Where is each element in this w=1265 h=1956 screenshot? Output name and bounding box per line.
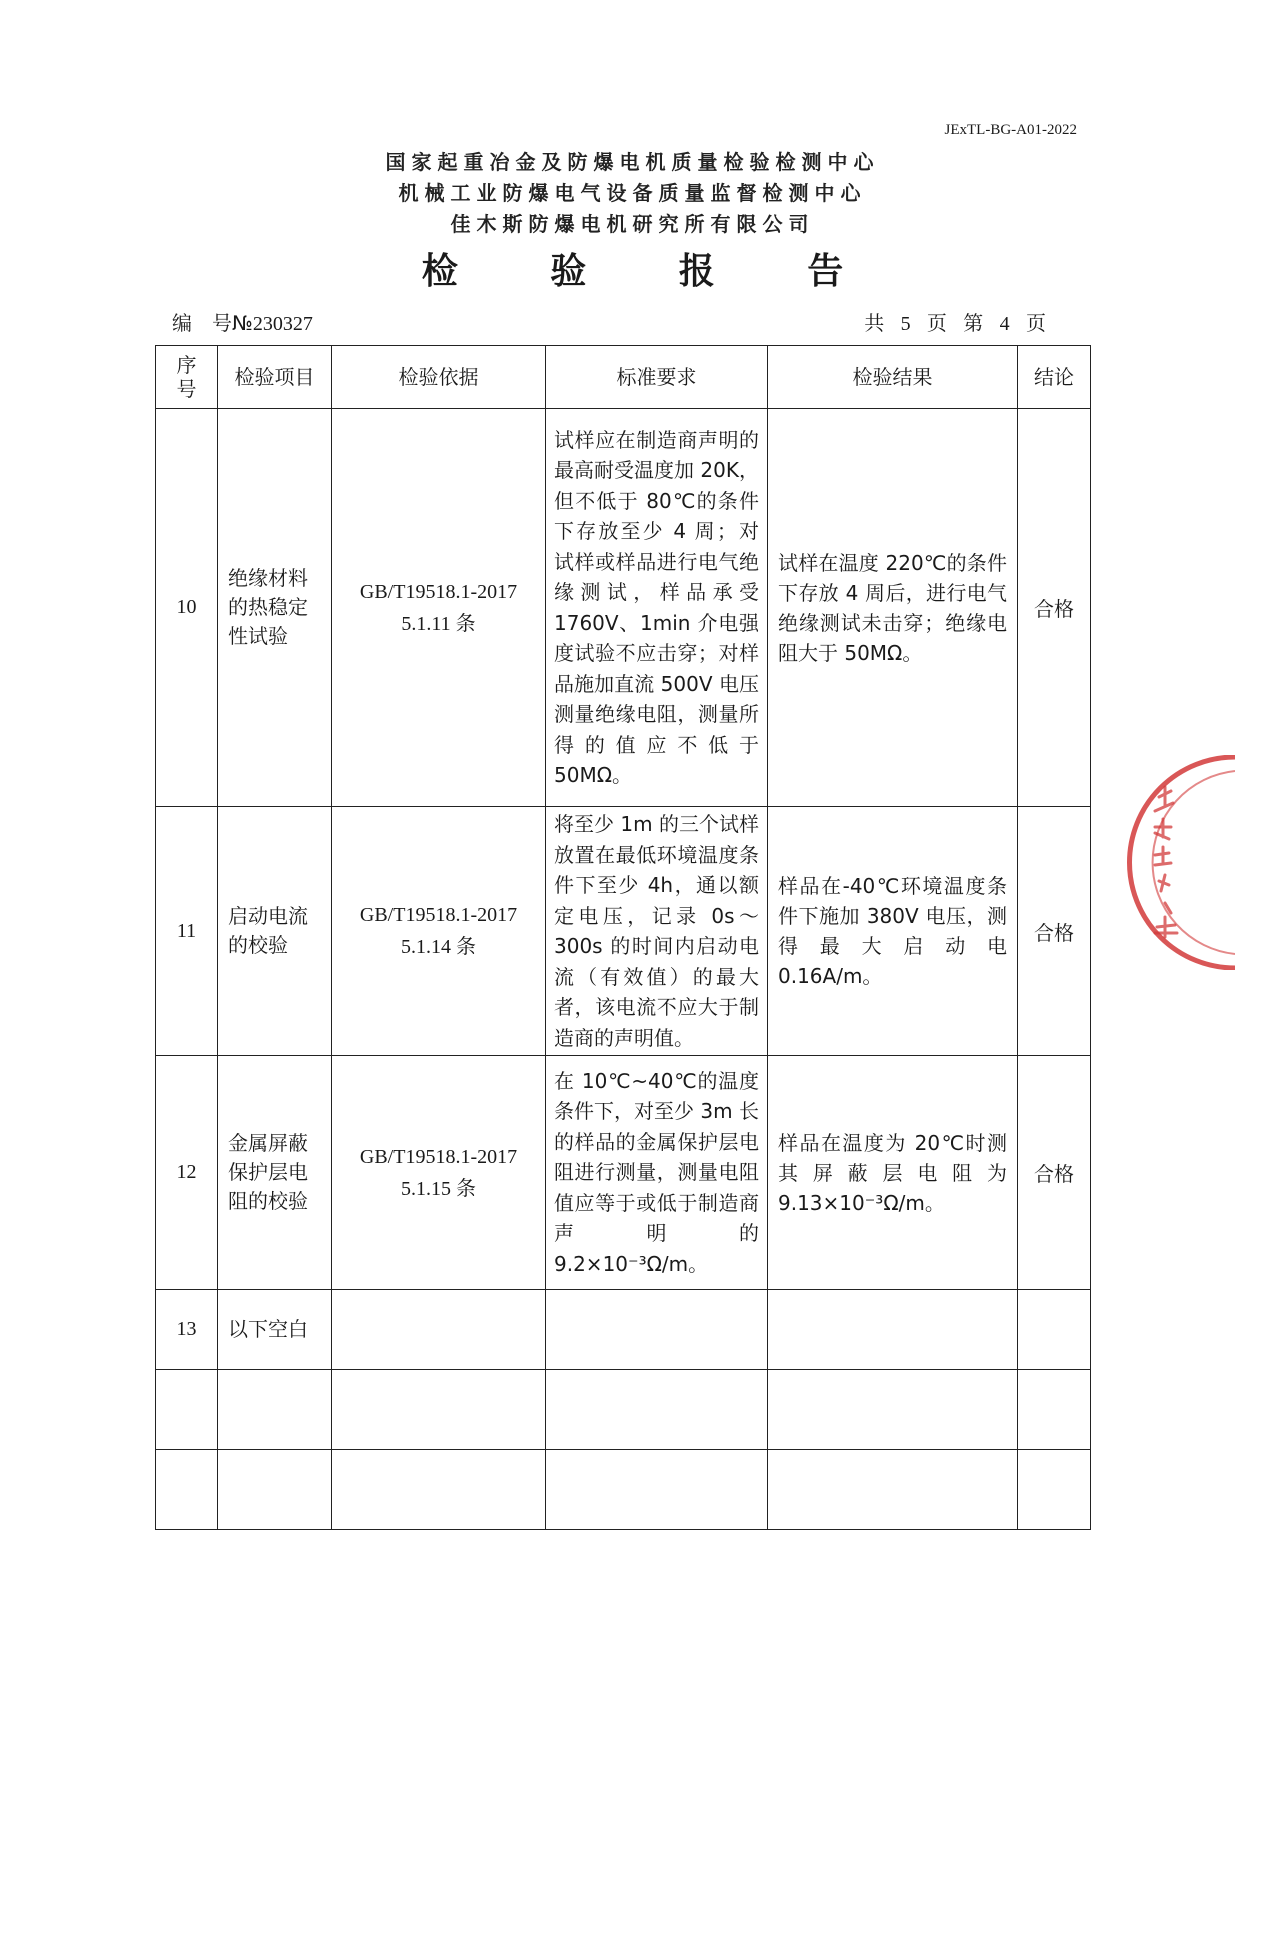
row-seq: 13 — [156, 1290, 218, 1370]
row-result: 试样在温度 220℃的条件下存放 4 周后，进行电气绝缘测试未击穿；绝缘电阻大于 50MΩ。 — [768, 409, 1018, 807]
row-conclusion: 合格 — [1018, 409, 1091, 807]
empty-cell — [768, 1370, 1018, 1450]
empty-cell — [546, 1450, 768, 1530]
empty-cell — [332, 1450, 546, 1530]
header-conclusion: 结论 — [1018, 346, 1091, 409]
empty-cell — [1018, 1450, 1091, 1530]
row-standard: 试样应在制造商声明的最高耐受温度加 20K，但不低于 80℃的条件下存放至少 4 周；对试样或样品进行电气绝缘测试，样品承受 1760V、1min 介电强度试验不应击穿；对样品施加直流 500V 电压测量绝缘电阻，测量所得的值应不低于 50MΩ。 — [546, 409, 768, 807]
empty-cell — [332, 1370, 546, 1450]
row-item: 以下空白 — [218, 1290, 332, 1370]
header-seq: 序号 — [156, 346, 218, 409]
basis-standard: GB/T19518.1-2017 — [359, 1145, 518, 1168]
row-item: 金属屏蔽保护层电阻的校验 — [218, 1056, 332, 1290]
document-code: JExTL-BG-A01-2022 — [944, 122, 1077, 138]
table-header-row — [156, 346, 1091, 409]
empty-cell — [1018, 1370, 1091, 1450]
page-unit-2: 页 — [1026, 311, 1046, 335]
row-basis — [332, 807, 546, 1056]
page-unit: 页 — [926, 311, 947, 335]
org-name-line-1: 国家起重冶金及防爆电机质量检验检测中心 — [385, 150, 880, 174]
empty-table-row — [156, 1450, 1091, 1530]
table-row — [156, 1056, 1091, 1290]
page-current: 4 — [999, 313, 1010, 335]
row-result — [768, 1290, 1018, 1370]
row-standard: 将至少 1m 的三个试样放置在最低环境温度条件下至少 4h，通以额定电压，记录 0s～300s 的时间内启动电流（有效值）的最大者，该电流不应大于制造商的声明值。 — [546, 807, 768, 1056]
header-item: 检验项目 — [218, 346, 332, 409]
empty-cell — [546, 1370, 768, 1450]
row-basis — [332, 1290, 546, 1370]
basis-standard: GB/T19518.1-2017 — [359, 580, 518, 603]
seal-lettering — [1155, 787, 1177, 937]
seal-stamp-partial — [1125, 755, 1235, 970]
table-row — [156, 409, 1091, 807]
org-name-line-2: 机械工业防爆电气设备质量监督检测中心 — [398, 181, 867, 205]
row-result: 样品在-40℃环境温度条件下施加 380V 电压，测得最大启动电 0.16A/m。 — [768, 807, 1018, 1056]
inspection-table — [155, 345, 1091, 1530]
empty-table-row — [156, 1370, 1091, 1450]
row-standard: 在 10℃~40℃的温度条件下，对至少 3m 长的样品的金属保护层电阻进行测量，测量电阻值应等于或低于制造商声明的 9.2×10⁻³Ω/m。 — [546, 1056, 768, 1290]
row-conclusion: 合格 — [1018, 1056, 1091, 1290]
org-name-line-3: 佳木斯防爆电机研究所有限公司 — [450, 212, 815, 236]
row-conclusion — [1018, 1290, 1091, 1370]
row-item: 启动电流的校验 — [218, 807, 332, 1056]
basis-clause: 5.1.14 条 — [401, 936, 476, 958]
row-conclusion: 合格 — [1018, 807, 1091, 1056]
page-indicator — [864, 307, 1046, 336]
empty-cell — [218, 1370, 332, 1450]
seal-ring-outer — [1130, 757, 1236, 968]
page-total-label: 共 — [864, 311, 885, 335]
table-row — [156, 1290, 1091, 1370]
row-seq: 12 — [156, 1056, 218, 1290]
row-basis — [332, 1056, 546, 1290]
header-standard: 标准要求 — [546, 346, 768, 409]
page-current-label: 第 — [963, 311, 984, 335]
row-seq: 10 — [156, 409, 218, 807]
basis-clause: 5.1.15 条 — [401, 1177, 476, 1200]
empty-cell — [768, 1450, 1018, 1530]
header-basis: 检验依据 — [332, 346, 546, 409]
page-total: 5 — [900, 313, 911, 335]
report-number-label: 编 号№ — [172, 311, 253, 335]
header-result: 检验结果 — [768, 346, 1018, 409]
row-item: 绝缘材料的热稳定性试验 — [218, 409, 332, 807]
empty-cell — [156, 1370, 218, 1450]
table-row — [156, 807, 1091, 1056]
empty-cell — [218, 1450, 332, 1530]
basis-clause: 5.1.11 条 — [401, 612, 476, 635]
report-title: 检 验 报 告 — [421, 251, 884, 292]
report-number — [172, 307, 313, 336]
row-result: 样品在温度为 20℃时测其屏蔽层电阻为 9.13×10⁻³Ω/m。 — [768, 1056, 1018, 1290]
basis-standard: GB/T19518.1-2017 — [359, 904, 518, 926]
row-seq: 11 — [156, 807, 218, 1056]
report-number-value: 230327 — [252, 313, 313, 335]
row-standard — [546, 1290, 768, 1370]
row-basis — [332, 409, 546, 807]
empty-cell — [156, 1450, 218, 1530]
